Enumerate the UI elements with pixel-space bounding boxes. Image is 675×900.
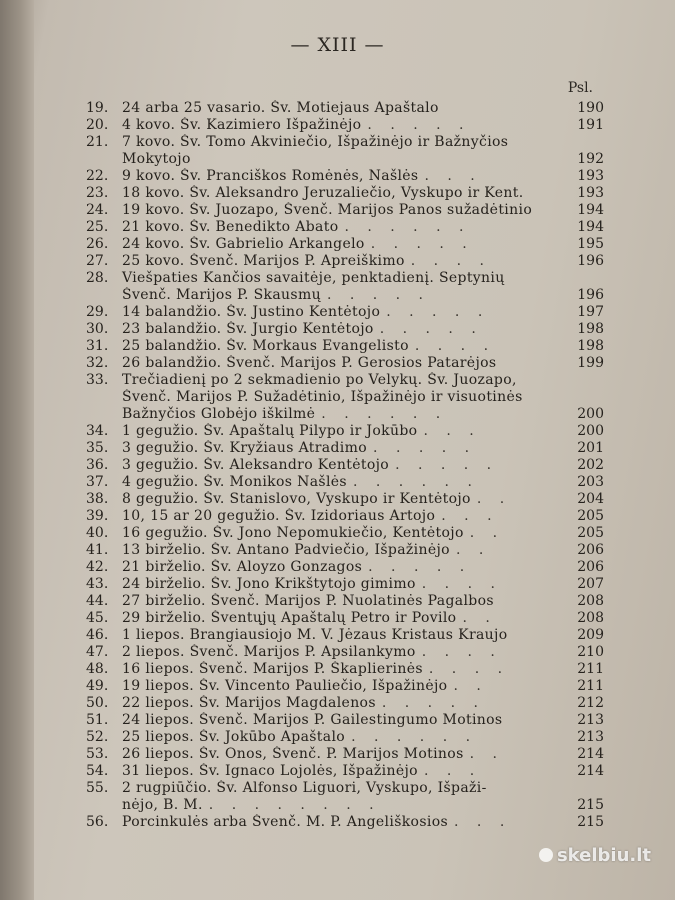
toc-entry-leader-dots: . . . . <box>410 253 491 269</box>
toc-entry-leader-dots <box>496 355 502 371</box>
toc-entry <box>84 440 604 457</box>
toc-entry-title: 1 gegužio. Šv. Apaštalų Pilypo ir Jokūbo <box>122 423 418 439</box>
toc-entry-title: 27 birželio. Švenč. Marijos P. Nuolatinės Pagalbos <box>122 593 494 609</box>
toc-entry <box>84 270 604 304</box>
toc-entry-number: 19. <box>86 100 109 116</box>
toc-entry-number: 49. <box>86 678 109 694</box>
toc-entry-leader-dots <box>508 627 514 643</box>
toc-entry-leader-dots: . . . <box>423 423 481 439</box>
toc-entry-number: 47. <box>86 644 109 660</box>
toc-entry <box>84 644 604 661</box>
toc-entry <box>84 423 604 440</box>
toc-entry-leader-dots: . . . . <box>414 338 496 354</box>
toc-entry-number: 42. <box>86 559 109 575</box>
toc-entry-line <box>84 321 604 338</box>
toc-entry-line <box>84 100 604 117</box>
toc-entry-number: 36. <box>86 457 109 473</box>
toc-entry-line <box>84 797 604 814</box>
toc-entry <box>84 559 604 576</box>
toc-entry-page: 214 <box>577 763 604 779</box>
toc-entry-page: 191 <box>577 117 604 133</box>
toc-entry-line <box>84 253 604 270</box>
toc-entry-leader-dots: . . . . <box>421 644 502 660</box>
toc-entry-title: 13 birželio. Šv. Antano Padviečio, Išpažinėjo <box>122 542 450 558</box>
toc-entry-leader-dots: . . . . <box>421 576 502 592</box>
toc-entry <box>84 729 604 746</box>
toc-entry <box>84 491 604 508</box>
toc-entry-number: 52. <box>86 729 109 745</box>
toc-entry-line <box>84 355 604 372</box>
toc-entry-number: 34. <box>86 423 109 439</box>
toc-entry-number: 45. <box>86 610 109 626</box>
toc-entry <box>84 610 604 627</box>
toc-entry <box>84 100 604 117</box>
toc-entry-title: 25 kovo. Švenč. Marijos P. Apreiškimo <box>122 253 405 269</box>
toc-entry-number: 54. <box>86 763 109 779</box>
toc-entry-number: 21. <box>86 134 109 150</box>
toc-entry-number: 20. <box>86 117 109 133</box>
toc-entry-page: 208 <box>577 610 604 626</box>
toc-entry-number: 32. <box>86 355 109 371</box>
toc-entry-page: 211 <box>577 678 604 694</box>
toc-entry-title: 26 balandžio. Švenč. Marijos P. Gerosios Patarėjos <box>122 355 497 371</box>
toc-entry-title: Trečiadienį po 2 sekmadienio po Velykų. Šv. Juozapo, <box>122 372 517 388</box>
toc-entry-number: 39. <box>86 508 109 524</box>
toc-entry-page: 199 <box>577 355 604 371</box>
toc-entry-line <box>84 474 604 491</box>
toc-entry-title: nėjo, B. M. <box>122 797 203 813</box>
toc-entry <box>84 321 604 338</box>
toc-entry-page: 213 <box>577 712 604 728</box>
toc-entry-number: 40. <box>86 525 109 541</box>
toc-entry-number: 24. <box>86 202 109 218</box>
toc-entry-number: 41. <box>86 542 109 558</box>
toc-entry-title: 23 balandžio. Šv. Jurgio Kentėtojo <box>122 321 374 337</box>
toc-entry-title: 16 gegužio. Šv. Jono Nepomukiečio, Kentėtojo <box>122 525 464 541</box>
toc-entry-leader-dots: . . . . . <box>379 321 483 337</box>
toc-entry-title: 1 liepos. Brangiausiojo M. V. Jėzaus Kristaus Kraujo <box>122 627 508 643</box>
watermark-text: skelbiu.lt <box>556 845 651 866</box>
toc-entry-number: 44. <box>86 593 109 609</box>
toc-entry <box>84 236 604 253</box>
toc-entry-title: 21 kovo. Šv. Benedikto Abato <box>122 219 339 235</box>
toc-entry-line <box>84 525 604 542</box>
toc-entry-title: 18 kovo. Šv. Aleksandro Jeruzaliečio, Vyskupo ir Kent. <box>122 185 524 201</box>
toc-entry-leader-dots: . . <box>469 525 505 541</box>
toc-entry <box>84 746 604 763</box>
toc-entry-title: 4 kovo. Šv. Kazimiero Išpažinėjo <box>122 117 362 133</box>
toc-entry <box>84 457 604 474</box>
toc-entry-number: 26. <box>86 236 109 252</box>
toc-entry-line <box>84 661 604 678</box>
page-column-header: Psl. <box>567 80 593 96</box>
toc-entry <box>84 219 604 236</box>
toc-entry-title: 24 birželio. Šv. Jono Krikštytojo gimimo <box>122 576 416 592</box>
toc-entry-page: 215 <box>577 797 604 813</box>
toc-entry-number: 30. <box>86 321 109 337</box>
toc-entry-line <box>84 610 604 627</box>
toc-entry-leader-dots: . . <box>469 746 504 762</box>
toc-entry-leader-dots: . . . . <box>428 661 510 677</box>
toc-entry-leader-dots: . . <box>453 678 488 694</box>
toc-entry-page: 210 <box>577 644 604 660</box>
toc-entry <box>84 117 604 134</box>
toc-entry-line <box>84 644 604 661</box>
toc-entry <box>84 627 604 644</box>
toc-entry <box>84 678 604 695</box>
toc-entry-line <box>84 627 604 644</box>
toc-entry-page: 206 <box>577 542 604 558</box>
toc-entry-page: 206 <box>577 559 604 575</box>
toc-entry-line <box>84 746 604 763</box>
toc-entry-title: 19 kovo. Šv. Juozapo, Švenč. Marijos Panos sužadėtinio <box>122 202 533 218</box>
toc-entry <box>84 338 604 355</box>
toc-entry-page: 195 <box>577 236 604 252</box>
toc-entry-number: 56. <box>86 814 109 830</box>
toc-entry-line <box>84 729 604 746</box>
toc-entry-page: 193 <box>577 185 604 201</box>
toc-entry-line <box>84 695 604 712</box>
toc-entry-number: 37. <box>86 474 109 490</box>
toc-entry-leader-dots: . . . . . <box>367 117 471 133</box>
toc-entry-title: Švenč. Marijos P. Skausmų <box>122 287 321 303</box>
toc-entry-line <box>84 338 604 355</box>
toc-entry-line <box>84 763 604 780</box>
toc-entry-line <box>84 423 604 440</box>
toc-entry-leader-dots: . . . <box>441 508 499 524</box>
watermark-logo-icon <box>539 848 553 862</box>
toc-entry-leader-dots <box>524 185 530 201</box>
toc-entry-leader-dots <box>439 100 445 116</box>
toc-entry-page: 193 <box>577 168 604 184</box>
toc-entry-leader-dots: . . . <box>424 168 482 184</box>
toc-entry-line <box>84 576 604 593</box>
toc-entry-leader-dots <box>532 202 538 218</box>
toc-entry-number: 38. <box>86 491 109 507</box>
toc-entry-leader-dots: . . . . . . . . <box>208 797 381 813</box>
toc-entry-title: 24 kovo. Šv. Gabrielio Arkangelo <box>122 236 365 252</box>
toc-entry-title: 14 balandžio. Šv. Justino Kentėtojo <box>122 304 381 320</box>
toc-entry <box>84 542 604 559</box>
toc-entry-line <box>84 219 604 236</box>
toc-entry-page: 207 <box>577 576 604 592</box>
toc-entry-leader-dots: . . <box>455 542 491 558</box>
watermark <box>539 845 651 866</box>
toc-entry-number: 23. <box>86 185 109 201</box>
toc-entry <box>84 763 604 780</box>
toc-entry-leader-dots <box>502 712 508 728</box>
toc-entry-page: 194 <box>577 202 604 218</box>
toc-entry-number: 28. <box>86 270 109 286</box>
toc-entry-page: 211 <box>577 661 604 677</box>
toc-entry-page: 190 <box>577 100 604 116</box>
toc-entry <box>84 474 604 491</box>
toc-entry-page: 200 <box>577 423 604 439</box>
toc-entry-line <box>84 712 604 729</box>
toc-entry-leader-dots <box>191 151 197 167</box>
toc-entry-title: 25 balandžio. Šv. Morkaus Evangelisto <box>122 338 409 354</box>
toc-entry-leader-dots: . . . . . <box>395 457 499 473</box>
toc-entry-page: 205 <box>577 508 604 524</box>
toc-entry <box>84 372 604 423</box>
toc-entry <box>84 661 604 678</box>
toc-entry-number: 48. <box>86 661 109 677</box>
toc-entry-title: 16 liepos. Švenč. Marijos P. Škaplierinės <box>122 661 423 677</box>
toc-entry-number: 46. <box>86 627 109 643</box>
toc-entry-line <box>84 542 604 559</box>
toc-entry-title: 22 liepos. Šv. Marijos Magdalenos <box>122 695 376 711</box>
toc-entry-line <box>84 117 604 134</box>
toc-entry-title: 9 kovo. Šv. Pranciškos Romėnės, Našlės <box>122 168 419 184</box>
toc-entry <box>84 780 604 814</box>
toc-entry-leader-dots <box>494 593 500 609</box>
toc-entry-page: 198 <box>577 321 604 337</box>
toc-entry-page: 215 <box>577 814 604 830</box>
toc-entry-title: 21 birželio. Šv. Aloyzo Gonzagos <box>122 559 363 575</box>
toc-entry <box>84 695 604 712</box>
toc-entry-number: 27. <box>86 253 109 269</box>
toc-entry-title: Švenč. Marijos P. Sužadėtinio, Išpažinėjo ir visuotinės <box>122 389 523 405</box>
toc-entry-title: 29 birželio. Šventųjų Apaštalų Petro ir Povilo <box>122 610 457 626</box>
toc-entry-title: 8 gegužio. Šv. Stanislovo, Vyskupo ir Kentėtojo <box>122 491 471 507</box>
toc-entry-title: 24 arba 25 vasario. Šv. Motiejaus Apaštalo <box>122 100 439 116</box>
toc-entry-number: 51. <box>86 712 109 728</box>
toc-entry <box>84 168 604 185</box>
toc-entry-number: 31. <box>86 338 109 354</box>
toc-entry-title: 24 liepos. Švenč. Marijos P. Gailestingumo Motinos <box>122 712 503 728</box>
toc-entry-leader-dots: . . . . . <box>368 559 472 575</box>
toc-entry-leader-dots: . . <box>476 491 512 507</box>
toc-entry-title: Viešpaties Kančios savaitėje, penktadienį. Septynių <box>122 270 505 286</box>
toc-entry-number: 29. <box>86 304 109 320</box>
toc-entry-page: 192 <box>577 151 604 167</box>
toc-entry-page: 209 <box>577 627 604 643</box>
toc-entry-leader-dots: . . . . . . <box>321 406 448 422</box>
toc-entry-line <box>84 151 604 168</box>
toc-entry-line <box>84 372 604 389</box>
toc-entry-title: 10, 15 ar 20 gegužio. Šv. Izidoriaus Artojo <box>122 508 436 524</box>
toc-entry-number: 50. <box>86 695 109 711</box>
toc-entry-line <box>84 168 604 185</box>
toc-entry-line <box>84 236 604 253</box>
toc-entry-line <box>84 202 604 219</box>
toc-entry-number: 35. <box>86 440 109 456</box>
toc-entry-title: 7 kovo. Šv. Tomo Akviniečio, Išpažinėjo ir Bažnyčios <box>122 134 509 150</box>
toc-entry-title: 31 liepos. Šv. Ignaco Lojolės, Išpažinėjo <box>122 763 418 779</box>
toc-entry-line <box>84 134 604 151</box>
toc-entry-line <box>84 389 604 406</box>
table-of-contents <box>84 100 604 831</box>
toc-entry-number: 43. <box>86 576 109 592</box>
page-number: — XIII — <box>290 34 385 56</box>
toc-entry-title: 19 liepos. Šv. Vincento Pauliečio, Išpažinėjo <box>122 678 448 694</box>
toc-entry-leader-dots: . . . . . <box>326 287 431 303</box>
toc-entry-leader-dots: . . . . . <box>386 304 490 320</box>
toc-entry-line <box>84 678 604 695</box>
toc-entry-title: Mokytojo <box>122 151 191 167</box>
toc-entry-page: 200 <box>577 406 604 422</box>
toc-entry-line <box>84 559 604 576</box>
toc-entry-page: 203 <box>577 474 604 490</box>
toc-entry-page: 213 <box>577 729 604 745</box>
toc-entry-leader-dots: . . . . . <box>381 695 485 711</box>
toc-entry-page: 196 <box>577 287 604 303</box>
toc-entry-page: 196 <box>577 253 604 269</box>
toc-entry <box>84 576 604 593</box>
toc-entry-page: 201 <box>577 440 604 456</box>
toc-entry <box>84 525 604 542</box>
toc-entry <box>84 185 604 202</box>
toc-entry-title: 26 liepos. Šv. Onos, Švenč. P. Marijos Motinos <box>122 746 464 762</box>
toc-entry-line <box>84 780 604 797</box>
toc-entry <box>84 355 604 372</box>
toc-entry-leader-dots: . . . <box>423 763 482 779</box>
toc-entry-page: 208 <box>577 593 604 609</box>
toc-entry-line <box>84 593 604 610</box>
toc-entry-page: 205 <box>577 525 604 541</box>
toc-entry <box>84 814 604 831</box>
toc-entry-line <box>84 287 604 304</box>
toc-entry-leader-dots: . . . . . <box>370 236 474 252</box>
toc-entry-number: 22. <box>86 168 109 184</box>
toc-entry-leader-dots: . . <box>462 610 497 626</box>
toc-entry-page: 214 <box>577 746 604 762</box>
toc-entry-line <box>84 491 604 508</box>
toc-entry-page: 202 <box>577 457 604 473</box>
toc-entry-line <box>84 406 604 423</box>
toc-entry-number: 25. <box>86 219 109 235</box>
toc-entry-line <box>84 440 604 457</box>
toc-entry-page: 204 <box>577 491 604 507</box>
toc-entry-number: 55. <box>86 780 109 796</box>
toc-entry <box>84 593 604 610</box>
toc-entry-number: 53. <box>86 746 109 762</box>
toc-entry-page: 197 <box>577 304 604 320</box>
toc-entry-page: 194 <box>577 219 604 235</box>
toc-entry <box>84 134 604 168</box>
toc-entry-title: Bažnyčios Globėjo iškilmė <box>122 406 316 422</box>
toc-entry <box>84 253 604 270</box>
book-spine-shadow <box>0 0 34 900</box>
toc-entry-leader-dots: . . . . . . <box>352 474 479 490</box>
toc-entry-title: 2 rugpiūčio. Šv. Alfonso Liguori, Vyskupo, Išpaži- <box>122 780 487 796</box>
toc-entry-title: 2 liepos. Švenč. Marijos P. Apsilankymo <box>122 644 416 660</box>
toc-entry-leader-dots: . . . <box>454 814 512 830</box>
toc-entry-line <box>84 508 604 525</box>
toc-entry <box>84 712 604 729</box>
toc-entry-leader-dots: . . . . . <box>373 440 477 456</box>
toc-entry-title: 3 gegužio. Šv. Kryžiaus Atradimo <box>122 440 368 456</box>
toc-entry <box>84 202 604 219</box>
toc-entry-leader-dots: . . . . . . <box>351 729 478 745</box>
toc-entry-title: 25 liepos. Šv. Jokūbo Apaštalo <box>122 729 346 745</box>
toc-entry-line <box>84 270 604 287</box>
toc-entry-page: 212 <box>577 695 604 711</box>
toc-entry-title: 3 gegužio. Šv. Aleksandro Kentėtojo <box>122 457 390 473</box>
toc-entry-page: 198 <box>577 338 604 354</box>
toc-entry-title: 4 gegužio. Šv. Monikos Našlės <box>122 474 347 490</box>
toc-entry-number: 33. <box>86 372 109 388</box>
toc-entry-leader-dots: . . . . . . <box>344 219 471 235</box>
toc-entry <box>84 508 604 525</box>
toc-entry-line <box>84 304 604 321</box>
toc-entry-line <box>84 814 604 831</box>
toc-entry-line <box>84 185 604 202</box>
toc-entry-title: Porcinkulės arba Švenč. M. P. Angeliškosios <box>122 814 449 830</box>
toc-entry <box>84 304 604 321</box>
toc-entry-line <box>84 457 604 474</box>
